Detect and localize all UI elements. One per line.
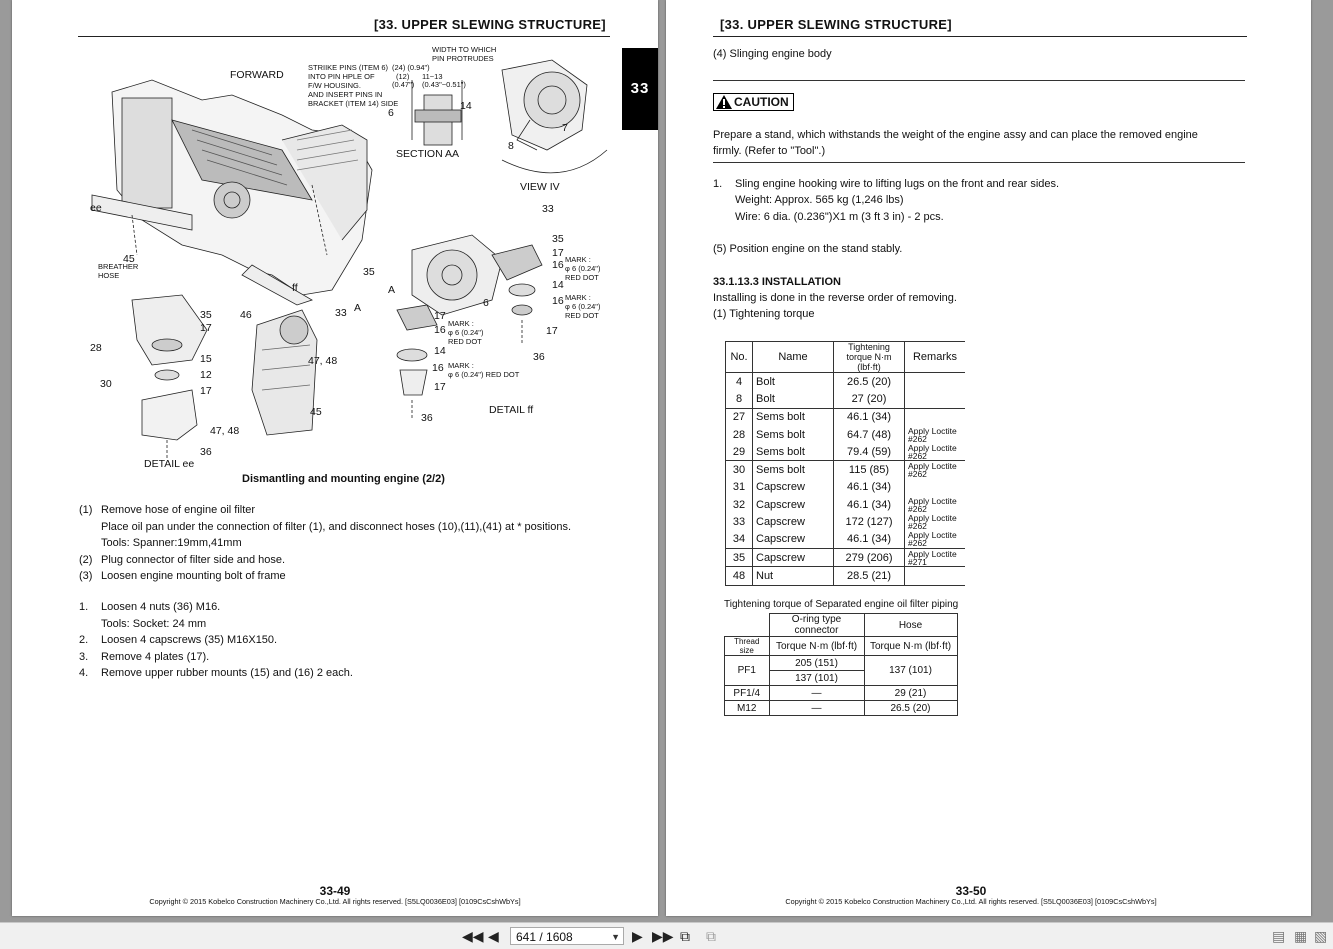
row-torque: 279 (206) <box>834 548 905 566</box>
callout: 6 <box>388 107 394 119</box>
row-torque: 172 (127) <box>834 513 905 530</box>
row-no: 33 <box>726 513 753 530</box>
row-name: Capscrew <box>753 479 834 496</box>
row-remarks <box>905 567 966 585</box>
step-number: (1) <box>79 504 93 516</box>
caution-text-2: firmly. (Refer to "Tool".) <box>713 145 826 157</box>
width-note-2: PIN PROTRUDES <box>432 54 494 63</box>
step-number: (3) <box>79 570 93 582</box>
strike-note-5: BRACKET (ITEM 14) SIDE <box>308 99 399 108</box>
callout: 17 <box>434 310 446 322</box>
step-text: Remove upper rubber mounts (15) and (16) 2 each. <box>101 667 353 679</box>
row-remarks <box>905 479 966 496</box>
mark-note: φ 6 (0.24") <box>565 264 601 273</box>
row-torque: 46.1 (34) <box>834 408 905 426</box>
warning-icon <box>716 95 732 109</box>
mark-note: MARK : <box>448 319 474 328</box>
torque-row <box>726 443 966 461</box>
step-line <box>79 649 353 666</box>
pipe-table-caption: Tightening torque of Separated engine oil filter piping <box>724 599 959 610</box>
caution-label: CAUTION <box>734 95 789 109</box>
strike-note-4: AND INSERT PINS IN <box>308 90 383 99</box>
breather-hose-label-2: HOSE <box>98 271 120 280</box>
step-line <box>79 665 353 682</box>
pipe-cell: 26.5 (20) <box>864 701 957 716</box>
mark-note: φ 6 (0.24") <box>448 328 484 337</box>
row-no: 30 <box>726 461 753 479</box>
row-no: 32 <box>726 496 753 513</box>
callout: 46 <box>240 309 252 321</box>
mark-note: RED DOT <box>565 273 599 282</box>
row-torque: 28.5 (21) <box>834 567 905 585</box>
row-no: 4 <box>726 373 753 391</box>
pipe-cell: 29 (21) <box>864 686 957 701</box>
row-torque: 27 (20) <box>834 390 905 408</box>
row-no: 48 <box>726 567 753 585</box>
step-line <box>79 535 571 552</box>
callout: 17 <box>546 325 558 337</box>
step-text: Tools: Spanner:19mm,41mm <box>101 537 242 549</box>
step-5: (5) Position engine on the stand stably. <box>713 243 903 255</box>
row-name: Sems bolt <box>753 408 834 426</box>
callout: 47, 48 <box>210 425 240 437</box>
removal-steps <box>79 502 571 585</box>
page-number: 33-50 <box>955 884 987 898</box>
row-name: Capscrew <box>753 531 834 549</box>
caution-bottom-rule <box>713 162 1245 163</box>
pipe-torque-table <box>724 613 958 716</box>
callout: 45 <box>123 253 135 265</box>
sling-line-2: Weight: Approx. 565 kg (1,246 lbs) <box>735 194 904 206</box>
torque-row <box>726 373 966 391</box>
page-number: 33-49 <box>319 884 351 898</box>
col-header-name: Name <box>753 342 834 373</box>
row-name: Sems bolt <box>753 461 834 479</box>
row-no: 35 <box>726 548 753 566</box>
row-remarks: Apply Loctite #262 <box>905 461 966 479</box>
torque-row <box>726 408 966 426</box>
torque-title: (1) Tightening torque <box>713 308 815 320</box>
row-torque: 46.1 (34) <box>834 531 905 549</box>
breather-hose-label-1: BREATHER <box>98 262 139 271</box>
step-line <box>79 632 353 649</box>
torque-row <box>726 461 966 479</box>
dim-label: (24) (0.94") <box>392 63 430 72</box>
callout: 33 <box>335 307 347 319</box>
callout: 45 <box>310 406 322 418</box>
step-4: (4) Slinging engine body <box>713 48 832 60</box>
row-remarks: Apply Loctite #262 <box>908 513 957 532</box>
row-torque: 46.1 (34) <box>834 496 905 513</box>
callout: 35 <box>200 309 212 321</box>
sling-line-1: Sling engine hooking wire to lifting lugs on the front and rear sides. <box>735 178 1060 190</box>
step-text: Remove hose of engine oil filter <box>101 504 256 516</box>
pipe-header-torque: Torque N·m (lbf·ft) <box>864 637 957 656</box>
first-page-icon[interactable]: ◀◀ <box>462 928 484 944</box>
header-rule <box>713 36 1247 37</box>
pipe-thread-pf14: PF1/4 <box>725 686 770 701</box>
dim-label: (0.47") <box>392 80 415 89</box>
callout: 14 <box>460 100 472 112</box>
row-remarks: Apply Loctite #262 <box>908 425 957 444</box>
torque-row <box>726 548 966 566</box>
strike-note-3: F/W HOUSING. <box>308 81 361 90</box>
callout: A <box>388 284 396 296</box>
row-name: Sems bolt <box>753 443 834 461</box>
torque-row <box>726 479 966 496</box>
pipe-cell: 137 (101) <box>864 656 957 686</box>
mark-note: MARK : <box>448 361 474 370</box>
sling-step-number: 1. <box>713 178 723 190</box>
row-name: Bolt <box>753 373 834 391</box>
callout: 14 <box>434 345 446 357</box>
step-line <box>79 616 353 633</box>
step-text: Loosen 4 nuts (36) M16. <box>101 601 221 613</box>
callout: 16 <box>432 362 444 374</box>
tightening-torque-table <box>725 341 965 586</box>
row-name: Bolt <box>753 390 834 408</box>
copy-icon[interactable]: ⧉ <box>680 928 690 944</box>
pipe-header-hose: Hose <box>864 614 957 637</box>
viewer-toolbar <box>0 922 1333 949</box>
row-remarks: Apply Loctite #271 <box>905 548 966 566</box>
col-header-torque: Tightening torque N·m (lbf·ft) <box>834 342 905 373</box>
torque-row <box>726 567 966 585</box>
caution-top-rule <box>713 80 1245 81</box>
col-header-no: No. <box>726 342 753 373</box>
left-page <box>12 0 658 916</box>
step-text: Place oil pan under the connection of filter (1), and disconnect hoses (10),(11),(41) at * positions. <box>101 520 572 533</box>
callout: 35 <box>552 233 564 245</box>
mark-note: φ 6 (0.24") <box>565 302 601 311</box>
mount-steps <box>79 599 353 682</box>
torque-row <box>726 496 966 513</box>
dim-label: 11~13 <box>422 72 443 81</box>
callout: 14 <box>552 279 564 291</box>
section-aa-label: SECTION AA <box>396 148 460 160</box>
row-no: 27 <box>726 408 753 426</box>
chapter-tab: 33 <box>622 48 658 130</box>
row-no: 28 <box>726 426 753 443</box>
row-torque: 46.1 (34) <box>834 479 905 496</box>
pipe-cell: 137 (101) <box>769 671 864 686</box>
detail-ee-marker: ee <box>90 202 102 214</box>
callout: 35 <box>363 266 375 278</box>
callout: 6 <box>483 297 489 309</box>
row-remarks <box>905 390 966 408</box>
mark-note: RED DOT <box>448 337 482 346</box>
row-name: Sems bolt <box>753 426 834 443</box>
mark-note: RED DOT <box>565 311 599 320</box>
callout: 12 <box>200 369 212 381</box>
pipe-thread-pf1: PF1 <box>725 656 770 686</box>
row-name: Nut <box>753 567 834 585</box>
installation-text: Installing is done in the reverse order of removing. <box>713 292 957 304</box>
step-text: Plug connector of filter side and hose. <box>101 553 286 566</box>
callout: 17 <box>434 381 446 393</box>
pipe-header-thread: Thread size <box>725 637 770 656</box>
pipe-corner <box>725 614 770 637</box>
sling-line-3: Wire: 6 dia. (0.236")X1 m (3 ft 3 in) - 2 pcs. <box>735 211 944 223</box>
copyright: Copyright © 2015 Kobelco Construction Machinery Co.,Ltd. All rights reserved. [S5LQ0036E03] [0109CsCshWbYs] <box>149 897 521 906</box>
callout: 36 <box>421 412 433 424</box>
step-number: 3. <box>79 650 89 663</box>
row-remarks: Apply Loctite #262 <box>908 495 957 514</box>
torque-row <box>726 390 966 408</box>
caution-box <box>713 93 794 111</box>
copy-disabled-icon: ⧉ <box>706 928 716 944</box>
callout: 8 <box>508 140 514 152</box>
page-indicator: 641 / 1608 <box>516 930 573 944</box>
row-no: 8 <box>726 390 753 408</box>
callout: 17 <box>552 247 564 259</box>
callout: 16 <box>552 259 564 271</box>
right-page <box>666 0 1311 916</box>
page-number-select[interactable] <box>510 927 624 945</box>
header-rule <box>78 36 610 37</box>
row-torque: 26.5 (20) <box>834 373 905 391</box>
row-remarks <box>905 408 966 426</box>
callout: 36 <box>533 351 545 363</box>
installation-title: 33.1.13.3 INSTALLATION <box>713 276 841 288</box>
step-text: Tools: Socket: 24 mm <box>101 617 207 630</box>
row-name: Capscrew <box>753 496 834 513</box>
next-page-icon[interactable]: ▶ <box>632 928 643 944</box>
row-name: Capscrew <box>753 513 834 530</box>
pipe-thread-m12: M12 <box>725 701 770 716</box>
callout: 36 <box>200 446 212 458</box>
step-number: 2. <box>79 634 89 646</box>
width-note-1: WIDTH TO WHICH <box>432 45 497 54</box>
step-line <box>79 599 353 616</box>
mark-note: MARK : <box>565 255 591 264</box>
row-remarks: Apply Loctite #262 <box>908 442 957 461</box>
chevron-down-icon: ▼ <box>611 932 620 942</box>
step-line <box>79 502 571 519</box>
pipe-header-torque: Torque N·m (lbf·ft) <box>769 637 864 656</box>
mark-note: MARK : <box>565 293 591 302</box>
row-name: Capscrew <box>753 548 834 566</box>
pipe-header-oring: O-ring type connector <box>769 614 864 637</box>
callout: 7 <box>562 122 568 134</box>
torque-row <box>726 531 966 549</box>
strike-note-2: INTO PIN HPLE OF <box>308 72 375 81</box>
row-remarks: Apply Loctite #262 <box>908 530 957 549</box>
detail-ff-marker: ff <box>292 282 298 294</box>
strike-note-1: STRIIKE PINS (ITEM 6) <box>308 63 389 72</box>
row-torque: 64.7 (48) <box>834 426 905 443</box>
pipe-cell: 205 (151) <box>769 656 864 671</box>
callout: 17 <box>200 322 212 334</box>
pipe-cell: — <box>769 701 864 716</box>
callout: 47, 48 <box>308 355 338 367</box>
dim-label: (12) <box>396 72 410 81</box>
callout: 30 <box>100 378 112 390</box>
callout: 17 <box>200 385 212 397</box>
detail-ee-label: DETAIL ee <box>144 458 195 470</box>
forward-label: FORWARD <box>230 69 284 81</box>
torque-row <box>726 426 966 443</box>
step-number: (2) <box>79 553 93 566</box>
callout: A <box>354 302 362 314</box>
step-line <box>79 519 571 536</box>
pipe-cell: — <box>769 686 864 701</box>
row-torque: 79.4 (59) <box>834 443 905 461</box>
row-no: 34 <box>726 531 753 549</box>
callout: 28 <box>90 342 102 354</box>
step-text: Loosen engine mounting bolt of frame <box>101 570 286 582</box>
row-remarks <box>905 373 966 391</box>
page-header: [33. UPPER SLEWING STRUCTURE] <box>374 17 606 32</box>
dim-label: (0.43"~0.51") <box>422 80 466 89</box>
multi-page-icon[interactable]: ▧ <box>1314 928 1328 944</box>
callout: 15 <box>200 353 212 365</box>
col-header-remarks: Remarks <box>905 342 966 373</box>
mark-note-inline: φ 6 (0.24") RED DOT <box>448 370 520 379</box>
callout: 16 <box>434 324 446 336</box>
callout: 16 <box>552 295 564 307</box>
step-line <box>79 568 571 585</box>
single-page-icon[interactable]: ▤ <box>1272 928 1286 944</box>
copyright: Copyright © 2015 Kobelco Construction Machinery Co.,Ltd. All rights reserved. [S5LQ0036E03] [0109CsCshWbYs] <box>785 897 1157 906</box>
figure-caption: Dismantling and mounting engine (2/2) <box>242 473 445 485</box>
page-header: [33. UPPER SLEWING STRUCTURE] <box>720 17 952 32</box>
callout: 33 <box>542 203 554 215</box>
two-page-icon[interactable]: ▦ <box>1294 928 1308 944</box>
step-line <box>79 552 571 569</box>
step-text: Remove 4 plates (17). <box>101 650 210 663</box>
step-number: 1. <box>79 601 89 613</box>
detail-ff-label: DETAIL ff <box>489 404 534 416</box>
prev-page-icon[interactable]: ◀ <box>488 928 499 944</box>
step-number: 4. <box>79 667 89 679</box>
caution-text-1: Prepare a stand, which withstands the weight of the engine assy and can place the removed engine <box>713 129 1198 141</box>
last-page-icon[interactable]: ▶▶ <box>652 928 674 944</box>
row-torque: 115 (85) <box>834 461 905 479</box>
torque-row <box>726 513 966 530</box>
step-text: Loosen 4 capscrews (35) M16X150. <box>101 634 278 646</box>
view-iv-label: VIEW IV <box>520 181 560 193</box>
row-no: 31 <box>726 479 753 496</box>
row-no: 29 <box>726 443 753 461</box>
